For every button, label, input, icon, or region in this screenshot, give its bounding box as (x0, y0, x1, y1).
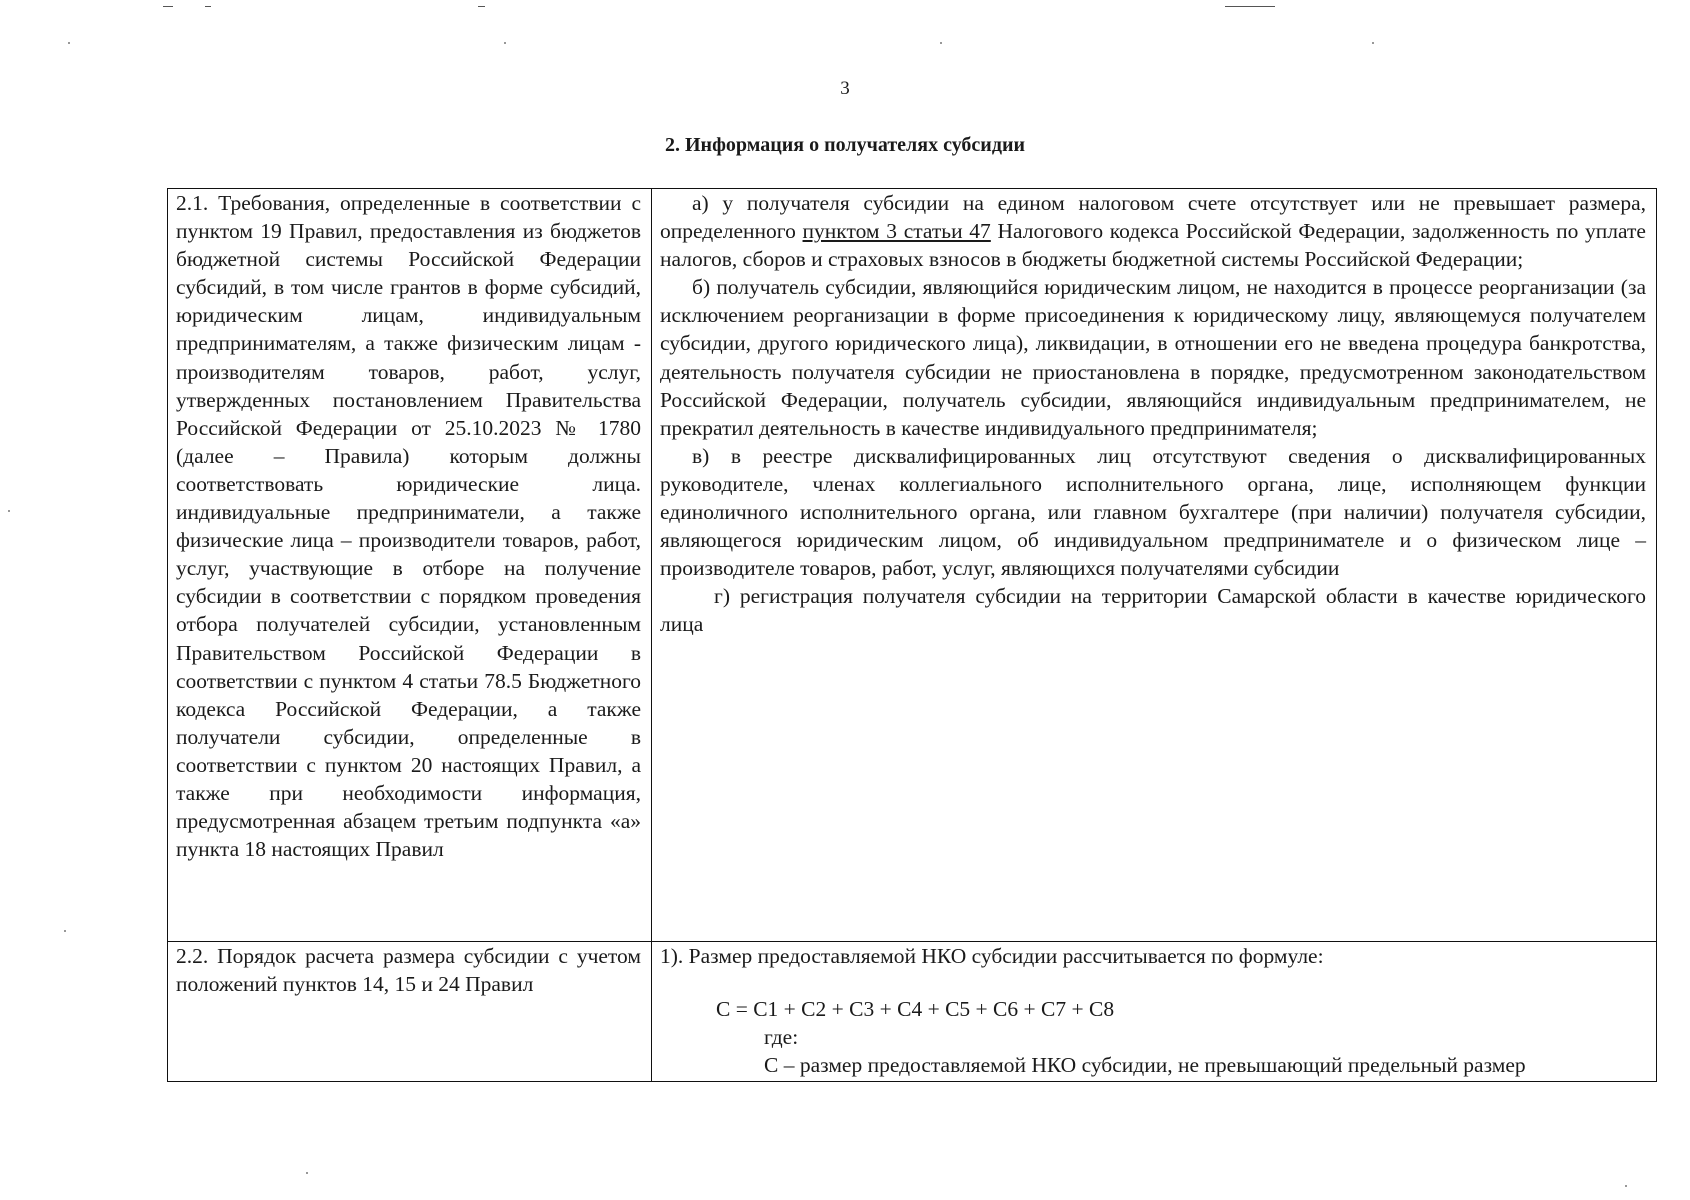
scan-dust (1372, 42, 1374, 44)
tax-code-reference-link[interactable]: пунктом 3 статьи 47 (802, 219, 991, 244)
formula-where: где: (764, 1025, 799, 1050)
table-row (168, 189, 1657, 942)
requirement-g: г) регистрация получателя субсидии на территории Самарской области в качестве юридического лица (660, 584, 1646, 637)
scan-dust (504, 42, 506, 44)
scan-mark (205, 6, 211, 7)
section-title: 2. Информация о получателях субсидии (665, 134, 1025, 156)
requirement-b: б) получатель субсидии, являющийся юридическим лицом, не находится в процессе реорганизации (за исключением реорганизации в форме присоединения к юридическому лицу, являющемуся получателем субсидии, другого юридического лица), ликвидации, в отношении его не введена процедура банкротства, деятельность получателя субсидии не приостановлена в порядке, предусмотренном законодательством Российской Федерации, получатель субсидии, являющийся индивидуальным предпринимателем, не прекратил деятельность в качестве индивидуального предпринимателя; (660, 275, 1646, 440)
scan-mark (478, 6, 485, 7)
requirement-v: в) в реестре дисквалифицированных лиц отсутствуют сведения о дисквалифицированных руководителе, членах коллегиального исполнительного органа, лице, исполняющем функции единоличного исполнительного органа, или главном бухгалтере (при наличии) получателя субсидии, являющегося юридическим лицом, об индивидуальном предпринимателе и о физическом лице – производителе товаров, работ, услуг, являющихся получателями субсидии (660, 443, 1646, 581)
calculation-label-text: 2.2. Порядок расчета размера субсидии с учетом положений пунктов 14, 15 и 24 Правил (176, 944, 641, 997)
table-row (168, 942, 1657, 1082)
requirement-a-text-2: Налогового кодекса Российской Федерации, задолженность по уплате налогов, сборов и страховых взносов в бюджеты бюджетной системы Российской Федерации; (660, 219, 1646, 272)
scan-mark (163, 6, 173, 7)
calculation-content-cell (652, 942, 1657, 1082)
calculation-intro: 1). Размер предоставляемой НКО субсидии рассчитывается по формуле: (660, 944, 1324, 968)
page-number: 3 (840, 78, 850, 99)
requirement-a (660, 189, 1646, 273)
scan-dust (306, 1172, 308, 1174)
requirements-label-cell (168, 189, 652, 942)
requirements-label-text: 2.1. Требования, определенные в соответствии с пунктом 19 Правил, предоставления из бюджетов бюджетной системы Российской Федерации субсидий, в том числе грантов в форме субсидий, юридическим лицам, индивидуальным предпринимателям, а также физическим лицам - производителям товаров, работ, услуг, утвержденных постановлением Правительства Российской Федерации от 25.10.2023 № 1780 (далее – Правила) которым должны соответствовать юридические лица. индивидуальные предприниматели, а также физические лица – производители товаров, работ, услуг, участвующие в отборе на получение субсидии в соответствии с порядком проведения отбора получателей субсидии, установленным Правительством Российской Федерации в соответствии с пунктом 4 статьи 78.5 Бюджетного кодекса Российской Федерации, а также получатели субсидии, определенные в соответствии с пунктом 20 настоящих Правил, а также при необходимости информация, предусмотренная абзацем третьим подпункта «а» пункта 18 настоящих Правил (176, 191, 641, 862)
scan-dust (64, 930, 66, 932)
subsidy-formula: С = С1 + С2 + С3 + С4 + С5 + С6 + С7 + С8 (716, 997, 1115, 1022)
formula-c-definition: С – размер предоставляемой НКО субсидии, не превышающий предельный размер (764, 1053, 1526, 1078)
requirements-content-cell (652, 189, 1657, 942)
scan-dust (8, 510, 10, 512)
subsidy-info-table (167, 188, 1657, 1082)
scan-dust (940, 42, 942, 44)
scan-dust (1625, 1185, 1627, 1187)
calculation-label-cell (168, 942, 652, 1082)
scan-dust (68, 42, 70, 44)
scan-mark (1225, 6, 1275, 7)
requirement-a-text-1: а) у получателя субсидии на едином налоговом счете отсутствует или не превышает размера, определенного (660, 191, 1646, 244)
